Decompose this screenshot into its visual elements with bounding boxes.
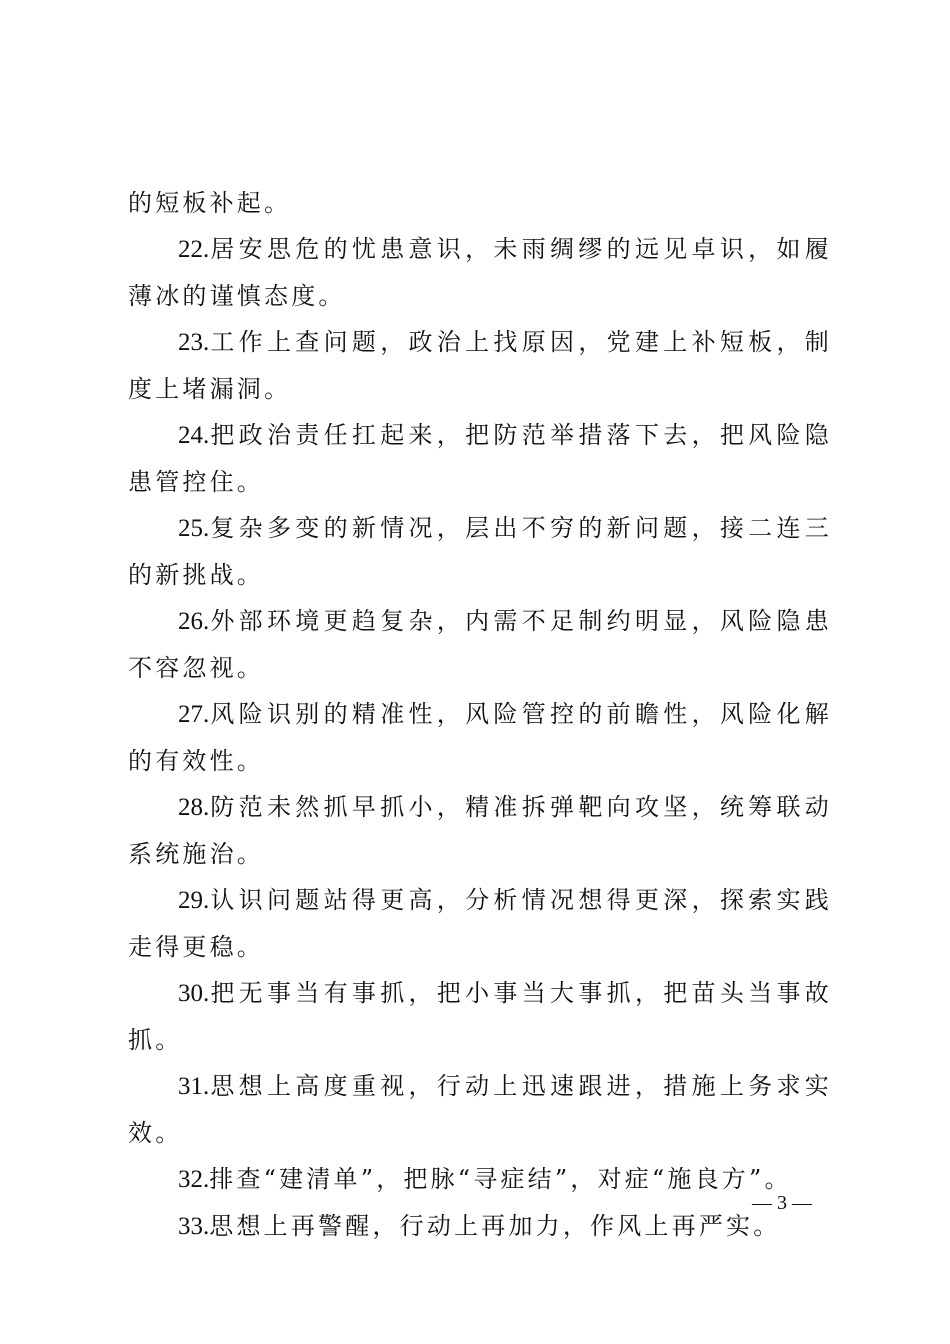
- item-text: 风险识别的精准性，风险管控的前瞻性，风险化解的有效性。: [128, 700, 832, 775]
- item-text: 认识问题站得更高，分析情况想得更深，探索实践走得更稳。: [128, 886, 832, 961]
- item-number: 31.: [178, 1073, 210, 1100]
- item-number: 22.: [178, 236, 210, 263]
- item-text: 思想上再警醒，行动上再加力，作风上再严实。: [209, 1212, 781, 1240]
- list-item-24: [128, 412, 832, 505]
- item-number: 28.: [178, 794, 210, 821]
- item-number: 29.: [178, 887, 210, 914]
- item-text: 排查“建清单”，把脉“寻症结”，对症“施良方”。: [209, 1165, 792, 1193]
- continuation-paragraph: 的短板补起。: [128, 189, 292, 217]
- item-text: 思想上高度重视，行动上迅速跟进，措施上务求实效。: [128, 1072, 832, 1147]
- list-item-33: [128, 1203, 832, 1250]
- item-text: 把政治责任扛起来，把防范举措落下去，把风险隐患管控住。: [128, 421, 832, 496]
- item-number: 24.: [178, 422, 210, 449]
- item-text: 复杂多变的新情况，层出不穷的新问题，接二连三的新挑战。: [128, 514, 832, 589]
- list-item-22: [128, 226, 832, 319]
- item-number: 27.: [178, 701, 210, 728]
- item-text: 外部环境更趋复杂，内需不足制约明显，风险隐患不容忽视。: [128, 607, 832, 682]
- item-number: 30.: [178, 980, 210, 1007]
- item-number: 32.: [178, 1166, 210, 1193]
- item-text: 防范未然抓早抓小，精准拆弹靶向攻坚，统筹联动系统施治。: [128, 793, 832, 868]
- list-item-25: [128, 505, 832, 598]
- list-item-27: [128, 691, 832, 784]
- list-item-32: [128, 1156, 832, 1203]
- list-item-29: [128, 877, 832, 970]
- item-text: 居安思危的忧患意识，未雨绸缪的远见卓识，如履薄冰的谨慎态度。: [128, 235, 832, 310]
- page-number: — 3 —: [752, 1192, 812, 1214]
- item-number: 26.: [178, 608, 210, 635]
- body-text: [128, 180, 832, 1250]
- item-number: 25.: [178, 515, 210, 542]
- list-item-31: [128, 1063, 832, 1156]
- item-text: 把无事当有事抓，把小事当大事抓，把苗头当事故抓。: [128, 979, 832, 1054]
- list-item-28: [128, 784, 832, 877]
- item-number: 33.: [178, 1213, 210, 1240]
- item-number: 23.: [178, 329, 210, 356]
- list-item-30: [128, 970, 832, 1063]
- list-item-23: [128, 319, 832, 412]
- item-text: 工作上查问题，政治上找原因，党建上补短板，制度上堵漏洞。: [128, 328, 832, 403]
- list-item-26: [128, 598, 832, 691]
